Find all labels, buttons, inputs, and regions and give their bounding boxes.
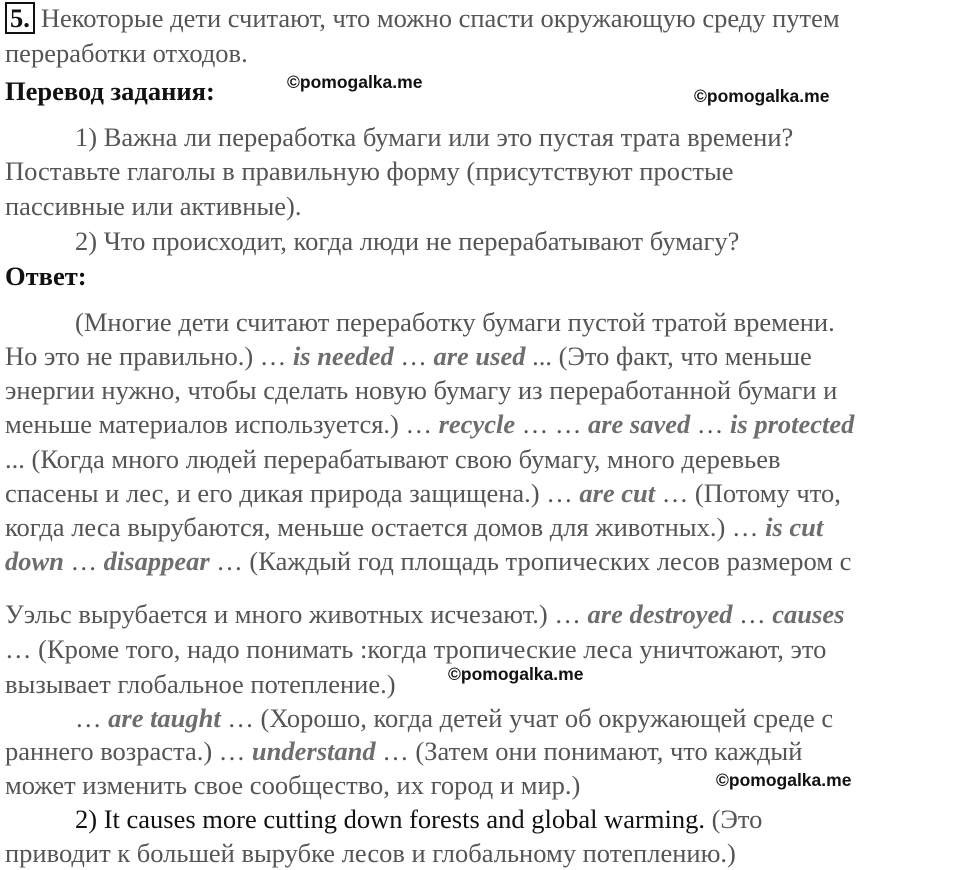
answer-verb: down (5, 546, 64, 576)
watermark: ©pomogalka.me (448, 664, 584, 684)
answer-text: … (63, 546, 104, 576)
answer-line: … (Кроме того, надо понимать :когда тропические леса уничтожают, это (5, 634, 827, 664)
watermark: ©pomogalka.me (694, 86, 830, 106)
answer-line (5, 734, 802, 768)
translation-line: Поставьте глаголы в правильную форму (присутствуют простые (5, 156, 734, 186)
translation-line: пассивные или активные). (5, 191, 302, 221)
translation-line: 1) Важна ли переработка бумаги или это пустая трата времени? (75, 122, 794, 152)
answer-text: … (732, 599, 773, 629)
watermark: ©pomogalka.me (287, 72, 423, 92)
answer-line (75, 802, 762, 836)
answer-line: вызывает глобальное потепление.) (5, 669, 396, 699)
answer-text: Уэльс вырубается и много животных исчезают.) … (5, 599, 588, 629)
answer-line (75, 701, 833, 735)
answer-text: … (Каждый год площадь тропических лесов размером с (209, 546, 852, 576)
answer-line (5, 544, 851, 578)
answer-line (5, 597, 844, 631)
answer-line (5, 510, 823, 544)
task-line-2: переработки отходов. (5, 38, 248, 68)
task-text: Некоторые дети считают, что можно спасти окружающую среду путем (40, 3, 840, 33)
answer-text: … (Потому что, (655, 478, 841, 508)
answer-line (5, 476, 841, 510)
answer-heading: Ответ: (5, 261, 87, 291)
answer-text: … (393, 341, 434, 371)
answer-verb: causes (772, 599, 845, 629)
watermark: ©pomogalka.me (716, 770, 852, 790)
answer-verb: is cut (765, 512, 824, 542)
answer-line (5, 407, 854, 441)
answer-verb: recycle (438, 409, 516, 439)
answer-line: ... (Когда много людей перерабатывают свою бумагу, много деревьев (5, 444, 781, 474)
translation-line: 2) Что происходит, когда люди не перерабатывают бумагу? (75, 226, 740, 256)
answer-text: меньше материалов используется.) … (5, 409, 439, 439)
answer-verb: are saved (587, 409, 691, 439)
english-answer: 2) It causes more cutting down forests and global warming. (75, 804, 705, 834)
answer-text: (Это (704, 804, 763, 834)
answer-text: спасены и лес, и его дикая природа защищена.) … (5, 478, 580, 508)
answer-text: … (Затем они понимают, что каждый (375, 736, 803, 766)
task-line-1 (5, 1, 840, 35)
answer-verb: are taught (108, 703, 221, 733)
answer-line: приводит к большей вырубке лесов и глобальному потеплению.) (5, 838, 736, 868)
answer-text: ... (Это факт, что меньше (525, 341, 812, 371)
answer-verb: understand (251, 736, 376, 766)
answer-line: может изменить свое сообщество, их город и мир.) (5, 770, 581, 800)
answer-verb: is protected (730, 409, 855, 439)
answer-text: … (690, 409, 731, 439)
task-number: 5. (5, 2, 35, 34)
answer-line: энергии нужно, чтобы сделать новую бумагу из переработанной бумаги и (5, 375, 838, 405)
answer-verb: are used (433, 341, 526, 371)
answer-text: … (Хорошо, когда детей учат об окружающей среде с (220, 703, 834, 733)
answer-line: (Многие дети считают переработку бумаги пустой тратой времени. (75, 307, 835, 337)
answer-text: Но это не правильно.) … (5, 341, 293, 371)
translation-heading: Перевод задания: (5, 76, 215, 106)
answer-text: … … (515, 409, 588, 439)
answer-verb: disappear (103, 546, 210, 576)
answer-text: когда леса вырубаются, меньше остается домов для животных.) … (5, 512, 766, 542)
answer-verb: is needed (292, 341, 394, 371)
answer-text: раннего возраста.) … (5, 736, 252, 766)
answer-line (5, 339, 812, 373)
answer-text: … (75, 703, 109, 733)
answer-verb: are destroyed (587, 599, 733, 629)
answer-verb: are cut (579, 478, 656, 508)
